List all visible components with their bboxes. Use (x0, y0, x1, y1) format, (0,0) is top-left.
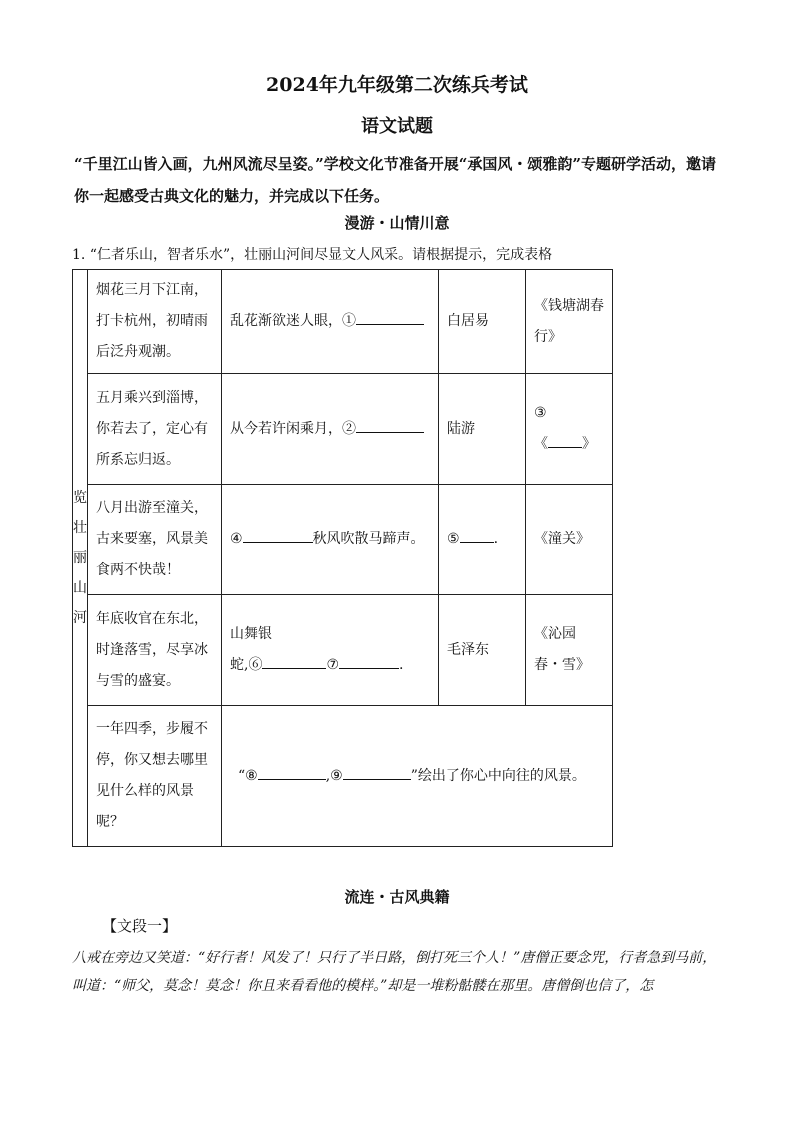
poem-cell: 乱花渐欲迷人眼，① (222, 270, 439, 374)
answer-blank-8[interactable] (258, 765, 326, 780)
answer-blank-3[interactable] (548, 433, 582, 448)
author-cell: ⑤ . (439, 485, 526, 595)
answer-blank-5[interactable] (460, 528, 494, 543)
prompt-cell: “⑧ ,⑨ ”绘出了你心中向往的风景。 (222, 706, 613, 847)
answer-blank-7[interactable] (339, 654, 399, 669)
side-label (73, 270, 88, 847)
side-char: 山 (73, 580, 87, 596)
answer-blank-4[interactable] (243, 528, 313, 543)
work-cell: 《沁园 春・雪》 (526, 595, 613, 706)
work-cell: 《钱塘湖春行》 (526, 270, 613, 374)
section-heading-1: 漫游・山情川意 (344, 214, 450, 232)
intro-paragraph: “千里江山皆入画，九州风流尽呈姿。”学校文化节准备开展“承国风・颂雅韵”专题研学活动，邀请你一起感受古典文化的魅力，并完成以下任务。 (74, 155, 717, 205)
poem-cell: 从今若许闲乘月，② (222, 374, 439, 485)
author-cell: 毛泽东 (439, 595, 526, 706)
scene-cell: 八月出游至潼关，古来要塞，风景美食两不快哉！ (88, 485, 222, 595)
question-1: 1. “仁者乐山，智者乐水”，壮丽山河间尽显文人风采。请根据提示，完成表格 (72, 247, 553, 263)
page-title: 2024年九年级第二次练兵考试 (266, 74, 528, 96)
scene-cell: 五月乘兴到淄博，你若去了，定心有所系忘归返。 (88, 374, 222, 485)
work-cell: 《潼关》 (526, 485, 613, 595)
task-table (72, 269, 613, 847)
answer-blank-1[interactable] (356, 310, 424, 325)
author-cell: 白居易 (439, 270, 526, 374)
page-subtitle: 语文试题 (361, 116, 433, 137)
side-char: 览 (73, 490, 87, 506)
answer-blank-6[interactable] (262, 654, 326, 669)
answer-blank-9[interactable] (343, 765, 411, 780)
scene-cell: 年底收官在东北，时逢落雪，尽享冰与雪的盛宴。 (88, 595, 222, 706)
scene-cell: 一年四季，步履不停，你又想去哪里见什么样的风景呢？ (88, 706, 222, 847)
poem-cell: ④ 秋风吹散马蹄声。 (222, 485, 439, 595)
side-char: 丽 (73, 550, 87, 566)
passage-text: 八戒在旁边又笑道：“好行者！风发了！只行了半日路，倒打死三个人！”唐僧正要念咒，行者急到马前，叫道：“师父，莫念！莫念！你且来看看他的模样。”却是一堆粉骷髅在那里。唐僧倒也信了，怎 (72, 950, 717, 994)
author-cell: 陆游 (439, 374, 526, 485)
side-char: 河 (73, 610, 87, 626)
scene-cell: 烟花三月下江南，打卡杭州，初晴雨后泛舟观潮。 (88, 270, 222, 374)
poem-cell: 山舞银 蛇,⑥ ⑦ . (222, 595, 439, 706)
side-char: 壮 (73, 520, 87, 536)
passage-label: 【文段一】 (102, 917, 178, 935)
work-cell: ③ 《 》 (526, 374, 613, 485)
answer-blank-2[interactable] (356, 418, 424, 433)
section-heading-2: 流连・古风典籍 (344, 888, 450, 906)
